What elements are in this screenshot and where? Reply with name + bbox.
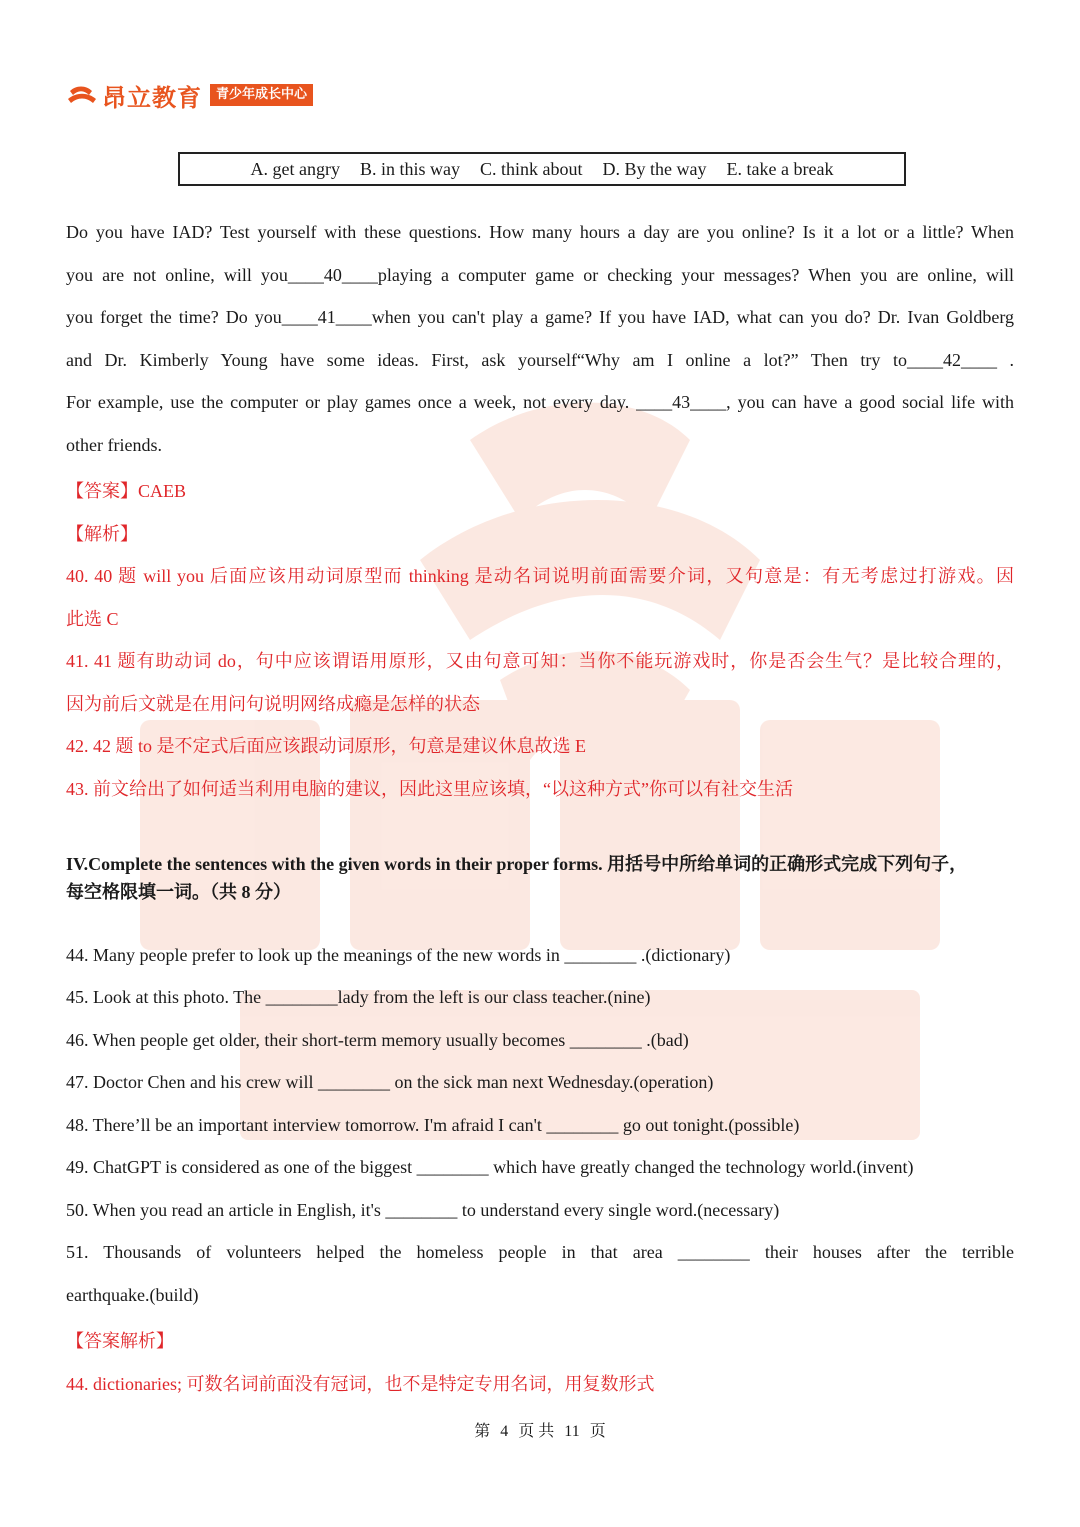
total-page-count: 11 — [564, 1423, 580, 1440]
answer-analysis-label: 【答案解析】 — [66, 1331, 174, 1351]
section-heading-line-1: IV.Complete the sentences with the given words in their proper forms. 用括号中所给单词的正确形式完成下列句子， — [66, 854, 968, 874]
analysis-note: 43. 前文给出了如何适当利用电脑的建议，因此这里应该填，“以这种方式”你可以有社交生活 — [66, 779, 793, 799]
question-50: 50. When you read an article in English, it's ________ to understand every single word.(necessary) — [66, 1200, 780, 1220]
options-box — [178, 152, 906, 186]
analysis-label: 【解析】 — [66, 524, 138, 544]
question-49: 49. ChatGPT is considered as one of the biggest ________ which have greatly changed the technology world.(invent) — [66, 1157, 914, 1177]
option-b: B. in this way — [360, 158, 461, 179]
analysis-note: 40. 40 题 will you 后面应该用动词原型而 thinking 是动名词说明前面需要介词，又句意是：有无考虑过打游戏。因 — [66, 566, 1014, 586]
current-page-number: 4 — [500, 1423, 509, 1440]
question-44: 44. Many people prefer to look up the meanings of the new words in ________ .(dictionary) — [66, 945, 731, 965]
analysis-note: 42. 42 题 to 是不定式后面应该跟动词原形，句意是建议休息故选 E — [66, 736, 586, 756]
section-heading — [66, 850, 1026, 906]
footer-mid: 页 共 — [518, 1423, 555, 1440]
question-46: 46. When people get older, their short-term memory usually becomes ________ .(bad) — [66, 1030, 689, 1050]
answer-44: 44. dictionaries; 可数名词前面没有冠词，也不是特定专用名词，用复数形式 — [66, 1374, 655, 1394]
brand-mark-icon — [66, 81, 98, 109]
brand-tagline: 青少年成长中心 — [210, 84, 313, 106]
page-footer — [0, 1418, 1080, 1441]
brand-logo — [66, 80, 313, 110]
question-45: 45. Look at this photo. The ________lady from the left is our class teacher.(nine) — [66, 987, 651, 1007]
option-e: E. take a break — [726, 158, 834, 179]
section-heading-line-2: 每空格限填一词。（共 8 分） — [66, 882, 291, 902]
analysis-note: 此选 C — [66, 609, 119, 629]
question-51: 51. Thousands of volunteers helped the homeless people in that area ________ their houses after the terrible — [66, 1242, 1014, 1262]
analysis-note: 41. 41 题有助动词 do，句中应该谓语用原形，又由句意可知：当你不能玩游戏时，你是否会生气？是比较合理的， — [66, 651, 1014, 671]
analysis-note: 因为前后文就是在用问句说明网络成瘾是怎样的状态 — [66, 694, 480, 714]
footer-prefix: 第 — [474, 1423, 491, 1440]
question-51-cont: earthquake.(build) — [66, 1285, 199, 1305]
question-48: 48. There’ll be an important interview tomorrow. I'm afraid I can't ________ go out tonight.(possible) — [66, 1115, 800, 1135]
option-c: C. think about — [480, 158, 583, 179]
passage-line-2: you are not online, will you____40____playing a computer game or checking your messages? When you are online, will — [66, 265, 1014, 285]
option-a: A. get angry — [250, 158, 341, 179]
option-d: D. By the way — [602, 158, 707, 179]
passage-line-6: other friends. — [66, 435, 162, 455]
passage-line-4: and Dr. Kimberly Young have some ideas. First, ask yourself“Why am I online a lot?” Then try to____42____ . — [66, 350, 1014, 370]
passage-line-3: you forget the time? Do you____41____when you can't play a game? If you have IAD, what can you do? Dr. Ivan Goldberg — [66, 307, 1014, 327]
answer-label: 【答案】CAEB — [66, 481, 187, 501]
passage-line-1: Do you have IAD? Test yourself with these questions. How many hours a day are you online? Is it a lot or a little? When — [66, 222, 1014, 242]
brand-name: 昂立教育 — [102, 83, 202, 112]
footer-suffix: 页 — [589, 1423, 606, 1440]
passage-line-5: For example, use the computer or play games once a week, not every day. ____43____, you can have a good social life with — [66, 392, 1014, 412]
question-47: 47. Doctor Chen and his crew will ________ on the sick man next Wednesday.(operation) — [66, 1072, 714, 1092]
